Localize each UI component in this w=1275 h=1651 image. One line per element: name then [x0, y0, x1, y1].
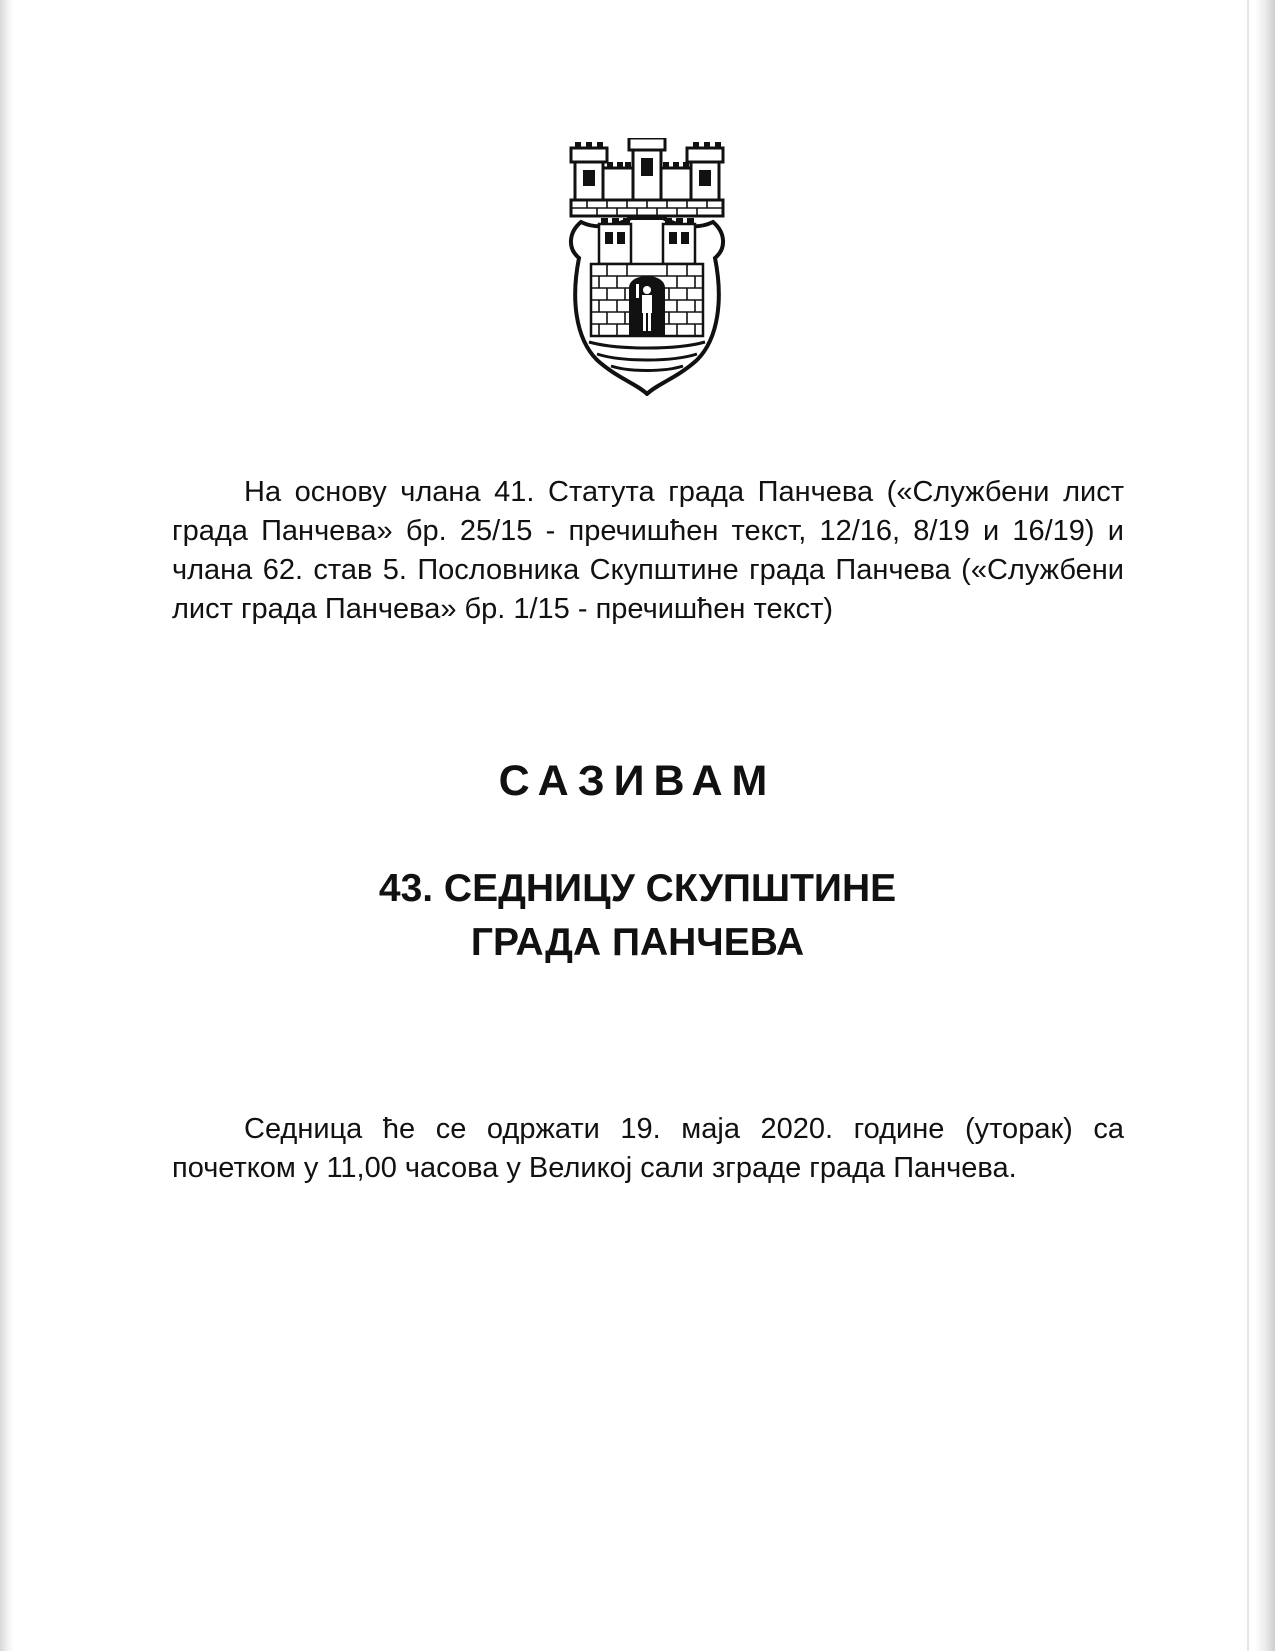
- coat-of-arms-icon: [567, 138, 727, 396]
- convene-heading: САЗИВАМ: [498, 757, 777, 805]
- session-details-paragraph: [172, 1110, 1124, 1188]
- session-details-text: Седница ће се одржати 19. маја 2020. године (уторак) са почетком у 11,00 часова у Великој сали зграде града Панчева.: [172, 1113, 1124, 1184]
- session-title-line-2: ГРАДА ПАНЧЕВА: [470, 921, 805, 964]
- scan-edge-right: [1255, 0, 1275, 1651]
- scan-edge-line: [1247, 0, 1249, 1651]
- scan-edge-left: [0, 0, 14, 1651]
- legal-basis-paragraph: [172, 473, 1124, 629]
- session-title-line-1: 43. СЕДНИЦУ СКУПШТИНЕ: [378, 867, 897, 910]
- legal-basis-text: На основу члана 41. Статута града Панчева («Службени лист града Панчева» бр. 25/15 - пречишћен текст, 12/16, 8/19 и 16/19) и члана 62. став 5. Пословника Скупштине града Панчева («Службени лист града Панчева» бр. 1/15 - пречишћен текст): [172, 476, 1124, 625]
- session-title: [0, 862, 1275, 970]
